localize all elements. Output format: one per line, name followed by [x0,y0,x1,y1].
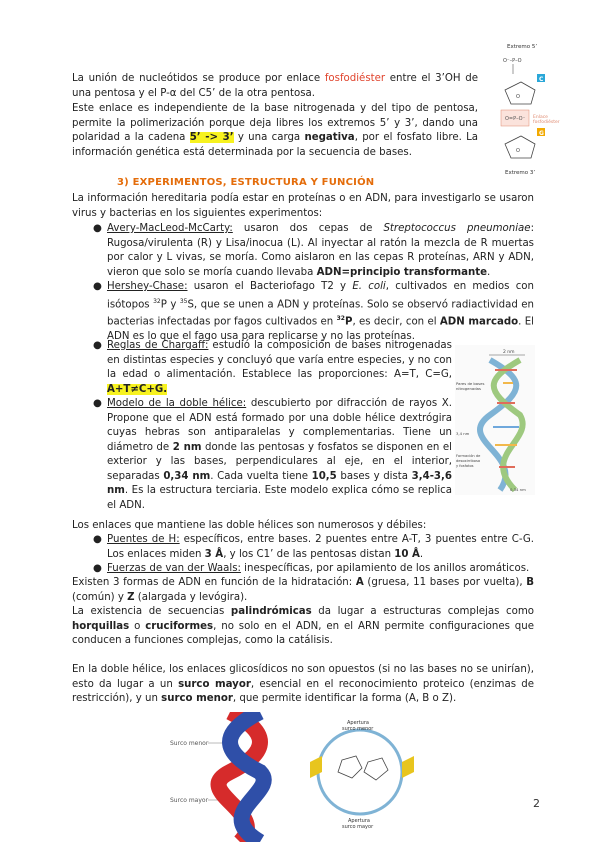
avery-text-c: . [487,266,491,278]
figure-side-label-1: Enlace [533,115,548,120]
isotope-sup-35: 35 [179,297,188,305]
svg-text:G: G [539,130,544,137]
helix-label-2nm: 2 nm [503,350,515,355]
double-helix-diagram [455,345,535,495]
list-item-avery [93,222,534,280]
isotope-sup-32: 32 [153,297,161,305]
section-3-title: 3) EXPERIMENTOS, ESTRUCTURA Y FUNCIÓN [117,177,375,188]
sugar-ring-bottom [505,136,535,158]
circle-label-top-1: Apertura [347,720,369,726]
base-yellow-left [310,756,322,778]
intro-p2-text-a: Este enlace es independiente de la base nitrogenada y del tipo de pentosa, permite la polimerización porque deja libres los extremos 5’ y 3’, dando una polaridad a la cadena [72,103,478,143]
dna-forms-paragraph [72,576,534,605]
helix-separation: 0,34 nm [163,470,211,482]
bullet-dot: ● [93,340,102,351]
polarity-highlight: 5’ -> 3’ [189,132,234,143]
sugar-ring-top [505,82,535,104]
bullet-dot: ● [93,398,102,409]
hershey-text-b: , cultivados en medios con isótopos [107,281,534,310]
grooves-text-a: En la doble hélice, los enlaces glicosídicos no son opuestos (si no las bases no se unirían), esto da lugar a un [72,664,534,690]
helix-text-d: bases y dista [336,470,412,482]
circle-label-bottom-1: Apertura [348,818,370,824]
bonds-list [93,533,534,577]
intro-p1-text-a: La unión de nucleótidos se produce por enlace [72,73,325,84]
hershey-text-a: usaron el Bacteriofago T2 y [187,281,353,292]
hershey-text-d: . El ADN es lo que el fago usa para replicarse y no las proteínas. [107,316,534,343]
circle-label-bottom-2: surco mayor [342,824,374,830]
bullet-dot: ● [93,281,102,292]
avery-text-a: usaron dos cepas de [232,223,384,234]
palindromic-term: palindrómicas [230,606,312,617]
intro-p1-text-b: entre el 3’OH de una pentosa y el P-α del C5’ de la otra pentosa. [72,73,479,99]
section-3-intro: La información hereditaria podía estar en proteínas o en ADN, para investigarlo se usaron virus y bacterias en los siguientes experimentos: [72,193,534,219]
forms-text-d: (alargada y levógira). [134,591,248,603]
form-z: Z [127,591,135,603]
forms-text-b: (gruesa, 11 bases por vuelta), [363,577,527,588]
form-a: A [355,577,364,588]
hbonds-text-a: específicos, entre bases. 2 puentes entre A-T, 3 puentes entre C-G. Los enlaces miden [107,534,534,560]
list-item-hydrogen-bonds [93,533,534,562]
avery-species: Streptococcus pneumoniae [383,223,531,234]
avery-title: Avery-MacLeod-McCarty: [107,223,233,234]
grooves-diagram [170,712,430,842]
vdw-text: inespecíficas, por apilamiento de los anillos aromáticos. [240,563,530,574]
hershey-text-c: , es decir, con el [352,316,440,328]
bonds-intro: Los enlaces que mantiene las doble hélices son numerosos y débiles: [72,520,427,531]
helix-title: Modelo de la doble hélice: [107,398,247,409]
chargaff-title: Reglas de Chargaff: [107,340,209,351]
bullet-dot: ● [93,223,102,234]
figure-label-3prime: Extremo 3’ [505,170,536,176]
hershey-title: Hershey-Chase: [107,281,188,292]
palin-text-b: da lugar a estructuras complejas como [311,606,534,617]
bullet-dot: ● [93,563,102,574]
helix-text-c: . Cada vuelta tiene [210,470,312,482]
space-filling-helix [219,712,264,842]
phosphodiester-term: fosfodiéster [324,73,386,84]
intro-p2-text-c: , por el fosfato libre. La información genética está determinada por la secuencia de bases. [72,132,479,158]
vdw-title: Fuerzas de van der Waals: [107,563,241,574]
list-item-chargaff [93,339,452,397]
list-item-double-helix [93,397,452,513]
hbonds-text-c: . [419,548,424,560]
groove-circle-diagram [310,720,414,830]
grooves-paragraph [72,663,534,707]
svg-text:C: C [539,76,544,83]
minor-groove-term: surco menor [161,693,233,704]
helix-text-a: descubierto por difracción de rayos X. Propone que el ADN está formado por una doble hélice dextrógira cuyas hebras son antiparalelas y complementarias. Tiene un diámetro de [107,398,452,453]
experiments-list [93,222,535,345]
circle-label-top-2: surco menor [342,726,374,732]
forms-text-a: Existen 3 formas de ADN en función de la hidratación: [72,577,356,588]
page-number: 2 [533,797,540,810]
palin-text-a: La existencia de secuencias [72,606,231,617]
helix-bases-per-turn: 10,5 [311,470,337,482]
phosphodiester-bond-box [501,110,529,126]
chargaff-text-a: estudió la composición de bases nitrogenadas en distintas especies y concluyó que varía entre especies, y no con la edad o alimentación. Establece las proporciones: A=T, C=G, [107,340,452,380]
helix-label-deoxyribose: desoxirribosa [456,459,481,463]
phosphate-group-top [503,58,522,74]
list-item-van-der-waals [93,562,534,577]
label-minor-groove: Surco menor [170,740,209,747]
intro-paragraph-2 [72,102,478,160]
avery-text-b: : Rugosa/virulenta (R) y Lisa/inocua (L). Al inyectar al ratón la mezcla de R muertas por calor y L vivas, se moría. Como aislaron en las cepas R proteínas, ARN y ADN, vieron que solo se moría cuando llevaba [107,223,534,278]
svg-text:O: O [516,148,520,154]
hbonds-title: Puentes de H: [107,534,180,545]
isotope-sup-32b: 32 [336,315,345,323]
grooves-text-c: , que permite identificar la forma (A, B o Z). [232,693,457,704]
experiments-list-2 [93,339,452,513]
bullet-dot: ● [93,534,102,545]
intro-paragraph-1 [72,72,478,101]
helix-text-b: donde las pentosas y fosfatos se disponen en el exterior y las bases, perpendiculares al eje, en el interior, separadas [107,441,452,482]
label-major-groove: Surco mayor [170,797,209,804]
figure-label-5prime: Extremo 5’ [507,44,538,50]
svg-text:O⁻–P–O: O⁻–P–O [503,58,522,64]
intro-p2-text-b: y una carga [233,132,305,143]
hershey-text-s: S, que se unen a ADN y proteínas. Solo se observó radiactividad en bacterias infectadas por fagos cultivados en [107,298,535,328]
helix-label-3-4nm: 3,4 nm [456,431,470,436]
grooves-text-b: , esencial en el reconocimiento proteico (enzimas de restricción), y un [72,678,535,704]
helix-label-formation: Formación de [456,454,481,458]
palin-text-c: o [129,620,146,632]
helix-label-phosphates: y fosfatos [456,464,474,468]
svg-text:O: O [516,94,520,100]
hairpins-term: horquillas [72,620,130,632]
helix-diameter: 2 nm [172,441,202,453]
form-b: B [526,577,534,588]
avery-conclusion: ADN=principio transformante [316,266,487,278]
hershey-species: E. coli [352,281,386,292]
phosphodiester-diagram [483,40,563,180]
hbonds-length: 3 Å [204,548,224,560]
grooves-figure [170,712,430,842]
chargaff-highlight: A+T≠C+G. [107,383,168,395]
hbonds-c1-distance: 10 Å [394,548,420,560]
helix-label-nitrogenous: nitrogenadas [456,386,481,391]
helix-label-0-34nm: 0,34 nm [510,487,526,492]
palindromic-paragraph [72,605,534,649]
double-helix-figure [455,345,535,495]
helix-pitch: 3,4-3,6 nm [107,470,452,496]
phosphodiester-figure [483,40,563,180]
major-groove-term: surco mayor [178,678,251,690]
base-yellow-right [402,756,414,778]
helix-label-base-pairs: Pares de bases [456,381,485,386]
negative-term: negativa [304,132,355,143]
palin-text-d: , no solo en el ADN, en el ARN permite configuraciones que conducen a funciones complejas, como la catálisis. [72,620,534,646]
list-item-hershey [93,280,535,345]
hbonds-text-b: , y los C1’ de las pentosas distan [223,548,395,560]
hershey-p: P [344,316,353,328]
hershey-marked-dna: ADN marcado [439,316,519,328]
cruciforms-term: cruciformes [145,620,214,632]
helix-text-e: . Es la estructura terciaria. Este modelo explica cómo se replica el ADN. [107,485,452,511]
svg-text:O=P–O⁻: O=P–O⁻ [505,116,526,122]
figure-side-label-2: fosfodiéster [533,120,560,125]
hershey-text-p: P y [160,298,180,310]
forms-text-c: (común) y [72,591,128,603]
